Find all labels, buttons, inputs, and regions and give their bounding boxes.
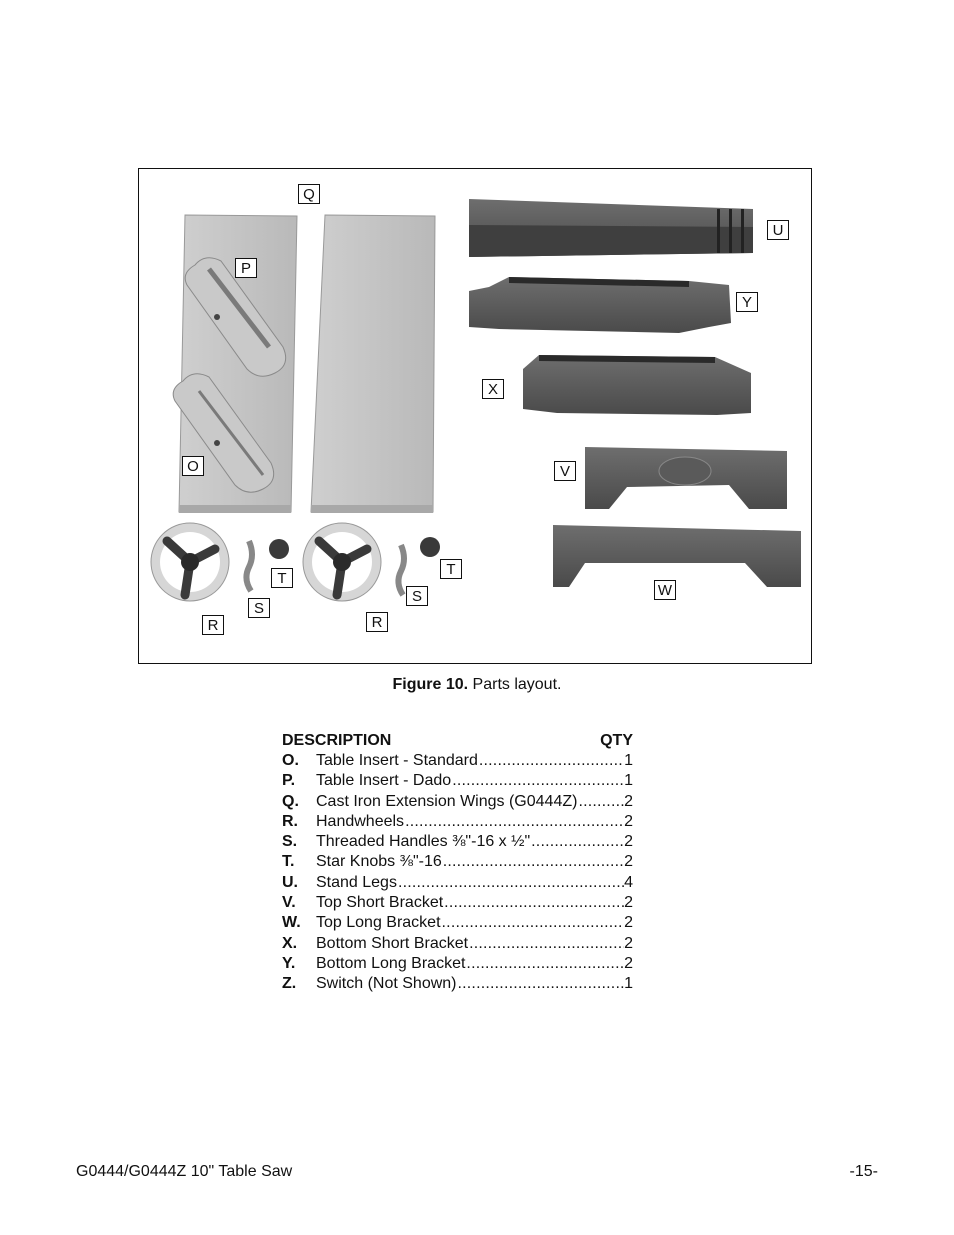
part-description: Top Long Bracket <box>316 914 441 932</box>
parts-list-item <box>282 934 633 954</box>
parts-list-item <box>282 832 633 852</box>
part-description: Bottom Short Bracket <box>316 934 469 952</box>
part-letter: R. <box>282 812 298 830</box>
dot-leader <box>443 893 624 913</box>
dot-leader <box>457 974 625 994</box>
part-letter: Q. <box>282 792 299 810</box>
callout-t-left: T <box>271 568 293 588</box>
part-qty: 2 <box>624 792 633 810</box>
callout-r-right: R <box>366 612 388 632</box>
dot-leader <box>404 812 624 832</box>
part-qty: 2 <box>624 812 633 830</box>
part-letter: V. <box>282 894 296 912</box>
part-letter: P. <box>282 772 296 790</box>
callout-v: V <box>554 461 576 481</box>
part-letter: X. <box>282 934 298 952</box>
parts-list-item <box>282 792 633 812</box>
part-description: Cast Iron Extension Wings (G0444Z) <box>316 792 578 810</box>
part-qty: 1 <box>624 975 633 993</box>
parts-list-item <box>282 954 633 974</box>
dot-leader <box>468 934 624 954</box>
part-description: Handwheels <box>316 812 405 830</box>
part-qty: 1 <box>624 752 633 769</box>
parts-figure <box>138 168 812 664</box>
stand-legs <box>469 199 753 257</box>
callout-u: U <box>767 220 789 240</box>
parts-list-item <box>282 812 633 832</box>
part-description: Bottom Long Bracket <box>316 954 466 972</box>
part-description: Threaded Handles ⅜"-16 x ½" <box>316 833 531 851</box>
parts-list-item <box>282 893 633 913</box>
part-description: Top Short Bracket <box>316 894 444 912</box>
callout-s-right: S <box>406 586 428 606</box>
handwheel-right <box>303 523 381 601</box>
parts-illustration <box>139 169 813 665</box>
part-letter: U. <box>282 873 298 891</box>
parts-list-item <box>282 751 633 771</box>
header-qty: QTY <box>600 732 633 749</box>
part-letter: W. <box>282 914 301 932</box>
star-knob-left <box>269 539 289 559</box>
header-description: DESCRIPTION <box>282 732 392 749</box>
handwheel-left <box>151 523 229 601</box>
figure-caption <box>0 676 954 694</box>
callout-o: O <box>182 456 204 476</box>
callout-t-right: T <box>440 559 462 579</box>
dot-leader <box>478 751 624 771</box>
footer-page-number: -15- <box>849 1163 878 1180</box>
bottom-short-bracket <box>523 355 751 415</box>
parts-list-item <box>282 771 633 791</box>
part-qty: 2 <box>624 954 633 972</box>
part-qty: 1 <box>624 772 633 790</box>
callout-w: W <box>654 580 676 600</box>
figure-caption-text: Parts layout. <box>468 676 562 693</box>
part-letter: T. <box>282 853 295 871</box>
callout-x: X <box>482 379 504 399</box>
threaded-handle-right <box>398 545 404 595</box>
callout-s-left: S <box>248 598 270 618</box>
callout-r-left: R <box>202 615 224 635</box>
parts-list-item <box>282 852 633 872</box>
parts-list-rows <box>282 751 633 995</box>
part-qty: 4 <box>624 873 633 891</box>
part-qty: 2 <box>624 894 633 912</box>
dot-leader <box>441 913 625 933</box>
callout-y: Y <box>736 292 758 312</box>
part-description: Table Insert - Standard <box>316 752 478 769</box>
bottom-long-bracket <box>469 277 731 333</box>
part-qty: 2 <box>624 833 633 851</box>
dot-leader <box>397 873 624 893</box>
part-qty: 2 <box>624 914 633 932</box>
part-letter: S. <box>282 833 298 851</box>
dot-leader <box>530 832 624 852</box>
star-knob-right <box>420 537 440 557</box>
parts-list-item <box>282 974 633 994</box>
part-description: Star Knobs ⅜"-16 <box>316 853 442 871</box>
parts-list <box>282 731 633 995</box>
callout-q: Q <box>298 184 320 204</box>
parts-list-header <box>282 731 633 751</box>
dot-leader <box>451 771 624 791</box>
callout-p: P <box>235 258 257 278</box>
dot-leader <box>442 852 624 872</box>
part-description: Switch (Not Shown) <box>316 975 457 993</box>
part-letter: Y. <box>282 954 296 972</box>
parts-list-item <box>282 913 633 933</box>
footer-model: G0444/G0444Z 10" Table Saw <box>76 1163 293 1180</box>
figure-caption-label: Figure 10. <box>392 676 469 693</box>
top-short-bracket <box>585 447 787 509</box>
top-long-bracket <box>553 525 801 587</box>
dot-leader <box>465 954 624 974</box>
threaded-handle-left <box>246 541 252 591</box>
part-qty: 2 <box>624 934 633 952</box>
parts-list-item <box>282 873 633 893</box>
dot-leader <box>577 792 624 812</box>
part-description: Table Insert - Dado <box>316 772 452 790</box>
part-letter: Z. <box>282 975 297 993</box>
part-qty: 2 <box>624 853 633 871</box>
extension-wing-right <box>311 215 435 513</box>
part-letter: O. <box>282 752 299 769</box>
part-description: Stand Legs <box>316 873 397 891</box>
